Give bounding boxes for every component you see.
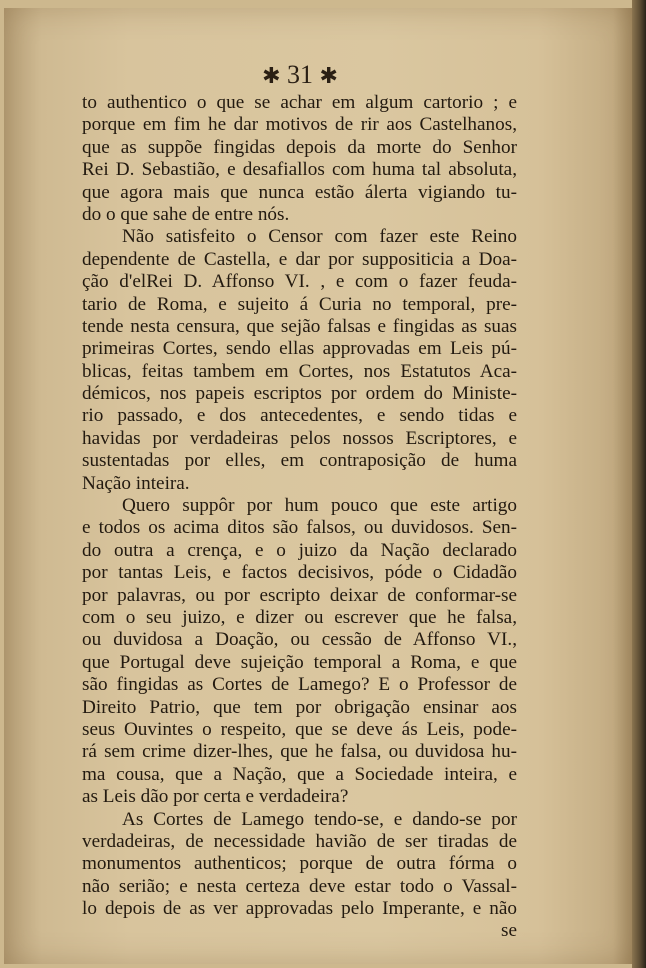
text-line: com o seu juizo, e dizer ou escrever que he falsa, [82, 606, 517, 628]
text-line: to authentico o que se achar em algum cartorio ; e [82, 92, 517, 113]
text-line: tende nesta censura, que sejão falsas e fingidas as suas [82, 315, 517, 337]
text-line: ou duvidosa a Doação, ou cessão de Affonso VI., [82, 629, 517, 651]
text-line: não serião; e nesta certeza deve estar todo o Vassal- [82, 875, 517, 897]
text-line: Rei D. Sebastião, e desafiallos com huma tal absoluta, [82, 159, 517, 181]
text-line: do outra a crença, e o juizo da Nação declarado [82, 539, 517, 561]
book-spine [632, 0, 646, 968]
text-line: são fingidas as Cortes de Lamego? E o Professor de [82, 674, 517, 696]
text-line: tario de Roma, e sujeito á Curia no temporal, pre- [82, 293, 517, 315]
text-line: monumentos authenticos; porque de outra fórma o [82, 853, 517, 875]
text-line: démicos, nos papeis escriptos por ordem do Ministe- [82, 383, 517, 405]
text-line: rio passado, e dos antecedentes, e sendo tidas e [82, 405, 517, 427]
text-line: Não satisfeito o Censor com fazer este Reino [122, 226, 517, 248]
text-line: que Portugal deve sujeição temporal a Roma, e que [82, 651, 517, 673]
text-line: que as suppõe fingidas depois da morte do Senhor [82, 136, 517, 158]
text-line: as Leis dão por certa e verdadeira? [82, 786, 349, 808]
left-ornament: ✱ [262, 63, 281, 88]
text-line: e todos os acima ditos são falsos, ou duvidosos. Sen- [82, 517, 517, 539]
text-line: porque em fim he dar motivos de rir aos Castelhanos, [82, 114, 517, 136]
text-line: Nação inteira. [82, 472, 190, 494]
text-line: havidas por verdadeiras pelos nossos Escriptores, e [82, 427, 517, 449]
text-line: As Cortes de Lamego tendo-se, e dando-se por [122, 808, 517, 830]
text-line: primeiras Cortes, sendo ellas approvadas em Leis pú- [82, 338, 517, 360]
text-line: lo depois de as ver approvadas pelo Imperante, e não [82, 898, 517, 920]
text-line: seus Ouvintes o respeito, que se deve ás Leis, pode- [82, 718, 517, 740]
text-line: ção d'elRei D. Affonso VI. , e com o fazer feuda- [82, 271, 517, 293]
text-line: blicas, feitas tambem em Cortes, nos Estatutos Aca- [82, 360, 517, 382]
text-line: Direito Patrio, que tem por obrigação ensinar aos [82, 696, 517, 718]
text-line: rá sem crime dizer-lhes, que he falsa, ou duvidosa hu- [82, 741, 517, 763]
text-line: dependente de Castella, e dar por suppositicia a Doa- [82, 248, 517, 270]
right-ornament: ✱ [319, 63, 338, 88]
text-line: sustentadas por elles, em contraposição de huma [82, 450, 517, 472]
text-line: por palavras, ou por escripto deixar de conformar-se [82, 584, 517, 606]
text-line: se [501, 920, 517, 942]
text-line: verdadeiras, de necessidade havião de ser tiradas de [82, 830, 517, 852]
text-line: ma cousa, que a Nação, que a Sociedade inteira, e [82, 763, 517, 785]
text-line: por tantas Leis, e factos decisivos, póde o Cidadão [82, 562, 517, 584]
text-line: do o que sahe de entre nós. [82, 203, 290, 225]
text-line: que agora mais que nunca estão álerta vigiando tu- [82, 181, 517, 203]
page-number: 31 [287, 60, 313, 89]
body-text [82, 92, 517, 943]
text-line: Quero suppôr por hum pouco que este artigo [122, 495, 517, 517]
page-header [0, 60, 600, 90]
